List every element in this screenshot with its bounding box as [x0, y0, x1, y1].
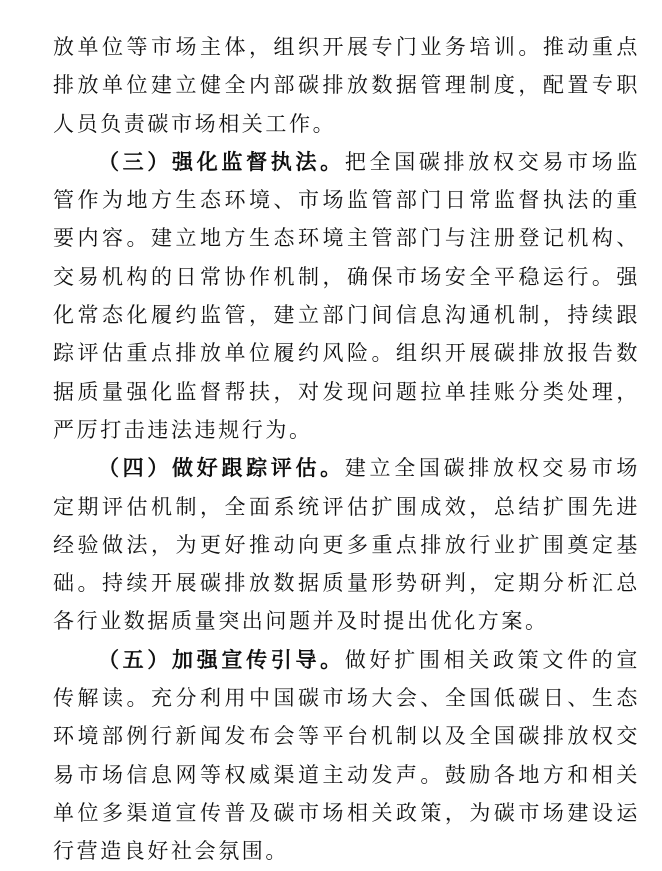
paragraph-body: 放单位等市场主体，组织开展专门业务培训。推动重点排放单位建立健全内部碳排放数据管理制度，配置专职人员负责碳市场相关工作。: [53, 35, 640, 136]
paragraph-evaluation: [53, 449, 640, 640]
paragraph-continued: [53, 28, 640, 143]
paragraph-body: 建立全国碳排放权交易市场定期评估机制，全面系统评估扩围成效，总结扩围先进经验做法，为更好推动向更多重点排放行业扩围奠定基础。持续开展碳排放数据质量形势研判，定期分析汇总各行业数据质量突出问题并及时提出优化方案。: [53, 456, 640, 634]
paragraph-supervision: [53, 143, 640, 449]
section-heading: （五）加强宣传引导。: [98, 647, 345, 672]
section-heading: （四）做好跟踪评估。: [98, 456, 345, 481]
section-heading: （三）强化监督执法。: [98, 149, 345, 174]
paragraph-publicity: [53, 641, 640, 871]
paragraph-body: 做好扩围相关政策文件的宣传解读。充分利用中国碳市场大会、全国低碳日、生态环境部例行新闻发布会等平台机制以及全国碳排放权交易市场信息网等权威渠道主动发声。鼓励各地方和相关单位多渠道宣传普及碳市场相关政策，为碳市场建设运行营造良好社会氛围。: [53, 647, 640, 864]
paragraph-body: 把全国碳排放权交易市场监管作为地方生态环境、市场监管部门日常监督执法的重要内容。建立地方生态环境主管部门与注册登记机构、交易机构的日常协作机制，确保市场安全平稳运行。强化常态化履约监管，建立部门间信息沟通机制，持续跟踪评估重点排放单位履约风险。组织开展碳排放报告数据质量强化监督帮扶，对发现问题拉单挂账分类处理，严厉打击违法违规行为。: [53, 149, 640, 442]
